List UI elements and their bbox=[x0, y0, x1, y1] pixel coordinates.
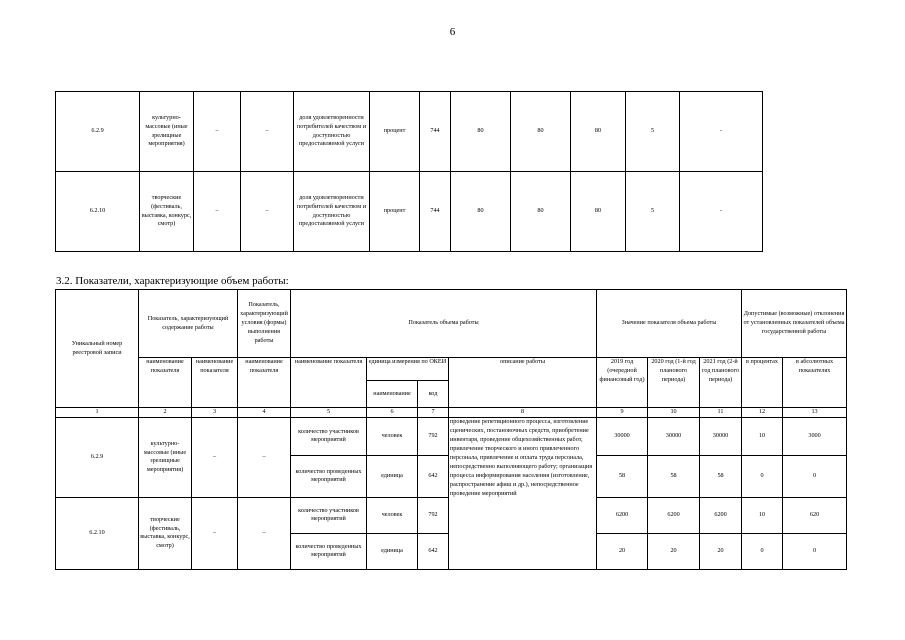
value-2019: 58 bbox=[597, 455, 648, 497]
volume-indicator-name: количество проведенных мероприятий bbox=[291, 533, 367, 569]
header-in-absolute: в абсолютных показателях bbox=[783, 358, 847, 408]
header-deviation-group: Допустимые (возможные) отклонения от установленных показателей объема государственной работы bbox=[742, 290, 847, 358]
content-indicator-2: – bbox=[192, 417, 238, 497]
condition-indicator: – bbox=[238, 417, 291, 497]
value-2020: 80 bbox=[511, 92, 571, 172]
value-2020: 20 bbox=[648, 533, 700, 569]
header-year-2021: 2021 год (2-й год планового периода) bbox=[700, 358, 742, 408]
value-2019: 30000 bbox=[597, 417, 648, 455]
quality-indicators-table bbox=[55, 91, 763, 252]
quality-indicator-name: доля удовлетворенности потребителей качеством и доступностью предоставляемой услуги bbox=[294, 92, 370, 172]
content-indicator: творческие (фестиваль, выставка, конкурс, смотр) bbox=[139, 497, 192, 569]
value-2019: 20 bbox=[597, 533, 648, 569]
column-number: 7 bbox=[418, 408, 449, 418]
okei-code: 744 bbox=[420, 172, 451, 252]
header-row bbox=[56, 290, 847, 358]
unit-name: процент bbox=[370, 92, 420, 172]
condition-indicator: – bbox=[241, 172, 294, 252]
deviation-absolute: 3000 bbox=[783, 417, 847, 455]
value-2019: 80 bbox=[451, 172, 511, 252]
value-2021: 30000 bbox=[700, 417, 742, 455]
deviation-absolute: 0 bbox=[783, 455, 847, 497]
column-number: 8 bbox=[449, 408, 597, 418]
volume-indicators-table bbox=[55, 289, 847, 570]
page-number: 6 bbox=[449, 26, 456, 38]
column-number: 13 bbox=[783, 408, 847, 418]
header-condition-group: Показатель, характеризующий условия (формы) выполнения работы bbox=[238, 290, 291, 358]
header-condition-name: наименование показателя bbox=[238, 358, 291, 408]
deviation-absolute: 620 bbox=[783, 497, 847, 533]
column-number: 2 bbox=[139, 408, 192, 418]
value-2021: 20 bbox=[700, 533, 742, 569]
deviation-absolute: 0 bbox=[783, 533, 847, 569]
value-2020: 30000 bbox=[648, 417, 700, 455]
header-indicator-name: наименование показателя bbox=[291, 358, 367, 408]
unit-name: человек bbox=[367, 497, 418, 533]
value-2020: 6200 bbox=[648, 497, 700, 533]
header-year-2020: 2020 год (1-й год планового периода) bbox=[648, 358, 700, 408]
content-indicator: творческие (фестиваль, выставка, конкурс, смотр) bbox=[140, 172, 194, 252]
value-2021: 6200 bbox=[700, 497, 742, 533]
value-2021: 80 bbox=[571, 92, 626, 172]
content-indicator-2: – bbox=[192, 497, 238, 569]
registry-code: 6.2.10 bbox=[56, 497, 139, 569]
value-2021: 58 bbox=[700, 455, 742, 497]
volume-indicator-name: количество участников мероприятий bbox=[291, 417, 367, 455]
column-number: 9 bbox=[597, 408, 648, 418]
header-okei-unit: единица измерения по ОКЕИ bbox=[367, 358, 449, 381]
condition-indicator: – bbox=[241, 92, 294, 172]
column-number: 11 bbox=[700, 408, 742, 418]
column-number: 1 bbox=[56, 408, 139, 418]
table-row bbox=[56, 417, 847, 455]
header-content-name-1: наименование показателя bbox=[139, 358, 192, 408]
okei-code: 792 bbox=[418, 497, 449, 533]
header-value-group: Значение показателя объема работы bbox=[597, 290, 742, 358]
deviation-absolute: - bbox=[680, 172, 763, 252]
registry-code: 6.2.9 bbox=[56, 417, 139, 497]
value-2019: 80 bbox=[451, 92, 511, 172]
value-2019: 6200 bbox=[597, 497, 648, 533]
volume-indicator-name: количество проведенных мероприятий bbox=[291, 455, 367, 497]
deviation-percent: 0 bbox=[742, 455, 783, 497]
content-indicator-2: – bbox=[194, 172, 241, 252]
unit-name: процент bbox=[370, 172, 420, 252]
header-in-percent: в процентах bbox=[742, 358, 783, 408]
unit-name: единица bbox=[367, 533, 418, 569]
volume-indicator-name: количество участников мероприятий bbox=[291, 497, 367, 533]
deviation-percent: 5 bbox=[626, 92, 680, 172]
okei-code: 744 bbox=[420, 92, 451, 172]
okei-code: 642 bbox=[418, 455, 449, 497]
column-number: 6 bbox=[367, 408, 418, 418]
quality-indicator-name: доля удовлетворенности потребителей качеством и доступностью предоставляемой услуги bbox=[294, 172, 370, 252]
content-indicator: культурно-массовые (иные зрелищные мероприятия) bbox=[139, 417, 192, 497]
deviation-percent: 5 bbox=[626, 172, 680, 252]
header-row bbox=[56, 358, 847, 381]
deviation-percent: 10 bbox=[742, 497, 783, 533]
unit-name: единица bbox=[367, 455, 418, 497]
column-number: 10 bbox=[648, 408, 700, 418]
deviation-percent: 10 bbox=[742, 417, 783, 455]
deviation-absolute: - bbox=[680, 92, 763, 172]
work-description: проведение репетиционного процесса, изготовление сценических, постановочных средств, приобретение инвентаря, проведение общехозяйственных работ, привлечение творческого и иного привлеченного персонала, привлечение и оплата труда персонала, непосредственно выполняющего работу; организация процесса информирования населения (изготовление, распространение афиш и др.), непосредственное проведение мероприятий bbox=[449, 417, 597, 569]
table-row bbox=[56, 172, 763, 252]
content-indicator-2: – bbox=[194, 92, 241, 172]
registry-code: 6.2.9 bbox=[56, 92, 140, 172]
column-number: 4 bbox=[238, 408, 291, 418]
unit-name: человек bbox=[367, 417, 418, 455]
value-2020: 58 bbox=[648, 455, 700, 497]
content-indicator: культурно-массовые (иные зрелищные мероприятия) bbox=[140, 92, 194, 172]
header-content-group: Показатель, характеризующий содержание работы bbox=[139, 290, 238, 358]
header-okei-name: наименование bbox=[367, 381, 418, 408]
deviation-percent: 0 bbox=[742, 533, 783, 569]
header-description: описание работы bbox=[449, 358, 597, 408]
header-content-name-2: наименование показателя bbox=[192, 358, 238, 408]
column-number: 12 bbox=[742, 408, 783, 418]
value-2020: 80 bbox=[511, 172, 571, 252]
registry-code: 6.2.10 bbox=[56, 172, 140, 252]
condition-indicator: – bbox=[238, 497, 291, 569]
column-number: 3 bbox=[192, 408, 238, 418]
okei-code: 792 bbox=[418, 417, 449, 455]
section-title: 3.2. Показатели, характеризующие объем работы: bbox=[56, 275, 289, 287]
header-unique-number: Уникальный номер реестровой записи bbox=[56, 290, 139, 408]
value-2021: 80 bbox=[571, 172, 626, 252]
table-row bbox=[56, 92, 763, 172]
header-year-2019: 2019 год (очередной финансовый год) bbox=[597, 358, 648, 408]
column-number-row bbox=[56, 408, 847, 418]
okei-code: 642 bbox=[418, 533, 449, 569]
header-volume-group: Показатель объема работы bbox=[291, 290, 597, 358]
column-number: 5 bbox=[291, 408, 367, 418]
header-okei-code: код bbox=[418, 381, 449, 408]
